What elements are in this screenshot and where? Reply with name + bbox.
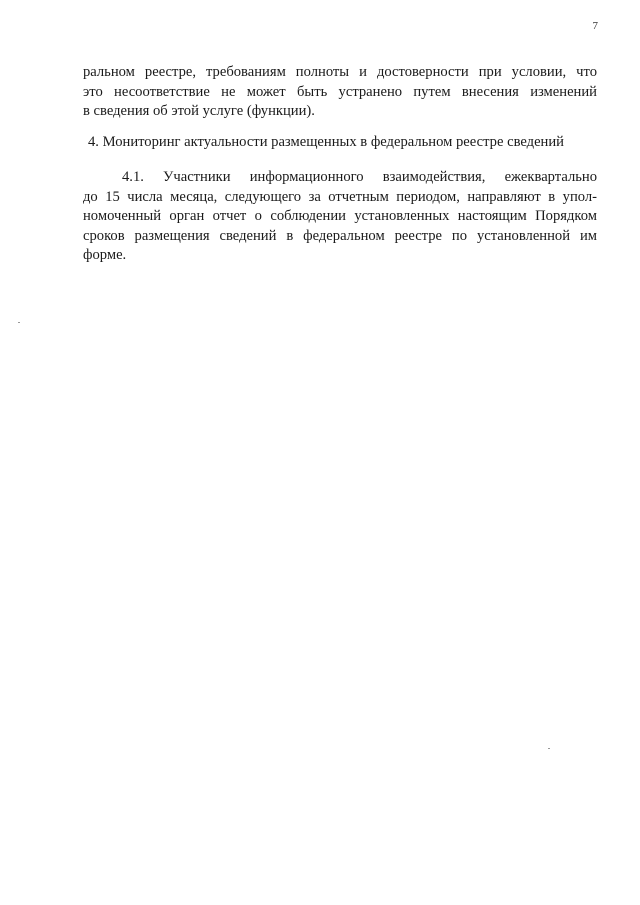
paragraph-line: в сведения об этой услуге (функции). (83, 103, 315, 119)
scan-speck (548, 748, 550, 749)
paragraph-line: номоченный орган отчет о соблюдении установленных настоящим Порядком (83, 208, 597, 224)
paragraph-line: это несоответствие не может быть устранено путем внесения изменений (83, 83, 597, 100)
paragraph-line: сроков размещения сведений в федеральном реестре по установленной им (83, 227, 597, 244)
section-heading: 4. Мониторинг актуальности размещенных в федеральном реестре сведений (88, 134, 564, 150)
paragraph-line: форме. (83, 247, 127, 263)
paragraph-line: до 15 числа месяца, следующего за отчетным периодом, направляют в упол- (83, 188, 597, 205)
paragraph-line: ральном реестре, требованиям полноты и достоверности при условии, что (83, 64, 597, 80)
paragraph-continuation (83, 63, 597, 122)
page-number: 7 (592, 20, 598, 32)
paragraph-line: 4.1. Участники информационного взаимодействия, ежеквартально (122, 169, 597, 185)
scan-speck (18, 322, 20, 323)
paragraph-4-1 (83, 168, 597, 266)
